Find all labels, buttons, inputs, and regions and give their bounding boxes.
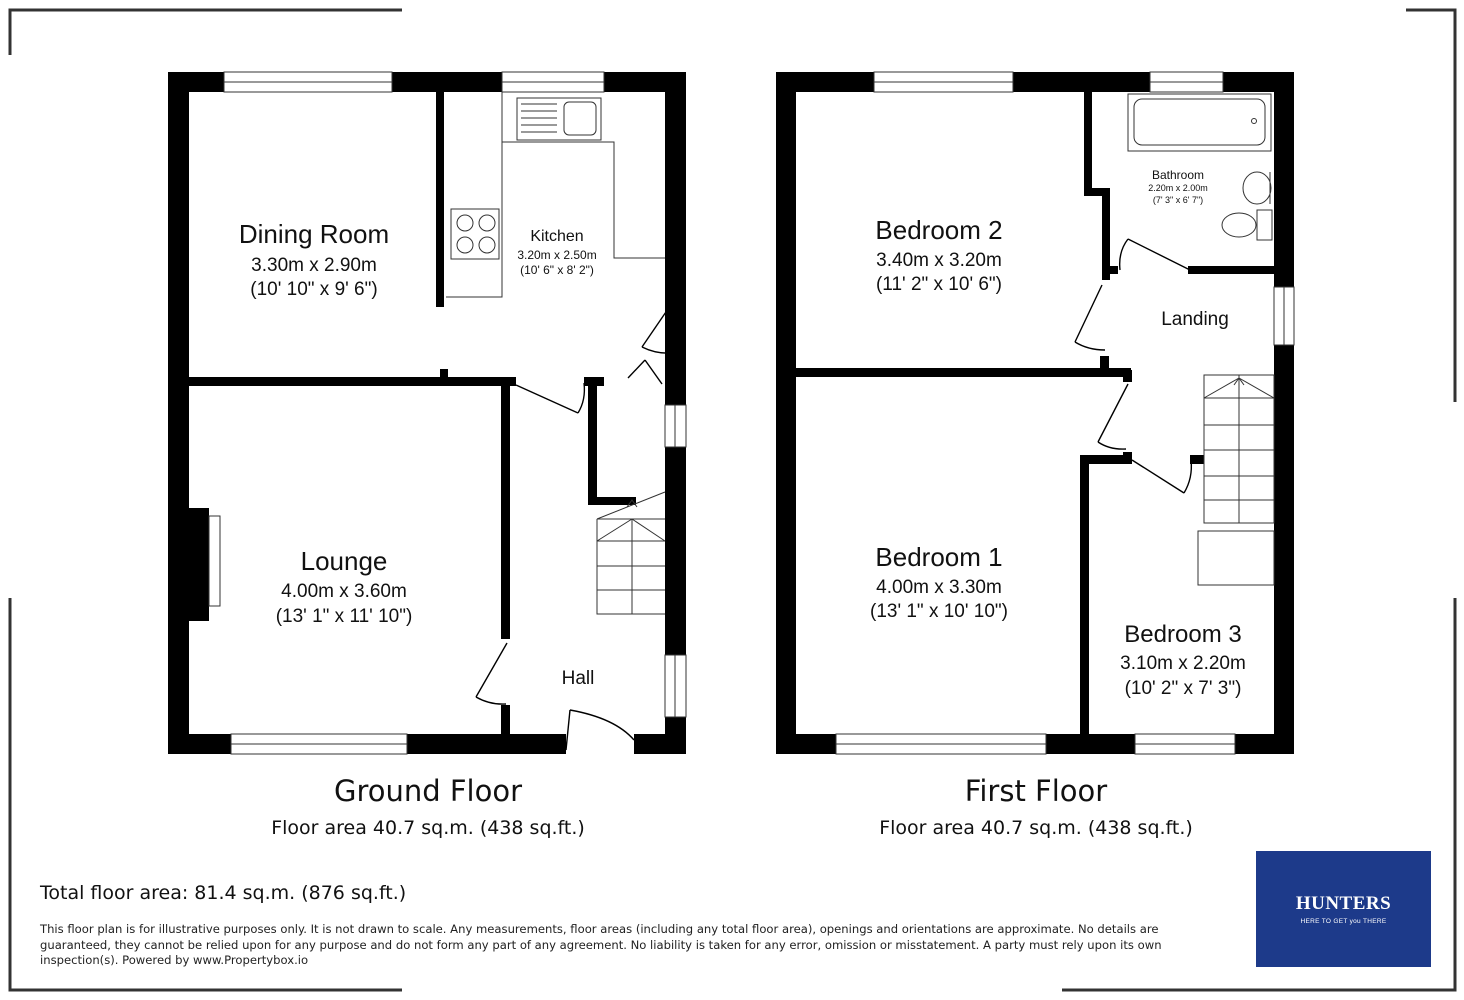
bedroom-3-metric: 3.10m x 2.20m	[1120, 653, 1246, 674]
ground-floor-labels	[239, 219, 597, 689]
first-floor-plan	[776, 72, 1294, 754]
first-floor-windows	[836, 72, 1294, 754]
bathroom-imperial: (7' 3" x 6' 7")	[1152, 195, 1204, 205]
first-floor-walls	[776, 72, 1294, 754]
first-floor-staircase	[1198, 375, 1274, 585]
bathroom-name: Bathroom	[1151, 168, 1205, 182]
ground-floor-windows	[224, 72, 686, 754]
ground-floor-staircase	[597, 492, 665, 614]
kitchen-name: Kitchen	[530, 228, 584, 245]
lounge-metric: 4.00m x 3.60m	[281, 581, 407, 602]
dining-room-metric: 3.30m x 2.90m	[251, 255, 377, 276]
logo-brand-name: HUNTERS	[1295, 893, 1392, 914]
bedroom-1-metric: 4.00m x 3.30m	[876, 577, 1002, 598]
bathroom-metric: 2.20m x 2.00m	[1148, 183, 1208, 193]
bedroom-1-name: Bedroom 1	[875, 542, 1003, 572]
lounge-imperial: (13' 1" x 11' 10")	[275, 606, 413, 627]
lounge-name: Lounge	[300, 546, 388, 576]
bathroom-fittings	[1128, 94, 1272, 240]
dining-room-imperial: (10' 10" x 9' 6")	[250, 279, 378, 300]
first-floor-doors	[1075, 239, 1191, 493]
total-floor-area: Total floor area: 81.4 sq.m. (876 sq.ft.)	[40, 882, 407, 904]
front-door-opening	[566, 734, 634, 754]
dining-room-name: Dining Room	[238, 219, 390, 249]
disclaimer-text: This floor plan is for illustrative purposes only. It is not drawn to scale. Any measurements, floor areas (including any total floor area), openings and orientations are approximate. No details are guaranteed, they cannot be relied upon for any purpose and do not form any part of any agreement. No liability is taken for any error, omission or misstatement. A party must rely upon its own inspection(s). Powered by www.Propertybox.io	[40, 922, 1162, 967]
bedroom-1-imperial: (13' 1" x 10' 10")	[870, 601, 1008, 622]
ground-floor-area: Floor area 40.7 sq.m. (438 sq.ft.)	[271, 817, 585, 839]
first-floor-area: Floor area 40.7 sq.m. (438 sq.ft.)	[879, 817, 1193, 839]
bedroom-2-metric: 3.40m x 3.20m	[876, 250, 1002, 271]
kitchen-metric: 3.20m x 2.50m	[517, 248, 597, 262]
bedroom-2-name: Bedroom 2	[875, 215, 1003, 245]
bedroom-3-name: Bedroom 3	[1124, 621, 1242, 648]
ground-floor-title: Ground Floor	[333, 774, 523, 808]
ground-floor-plan	[168, 72, 686, 754]
hunters-logo	[1256, 851, 1431, 967]
hall-name: Hall	[561, 668, 595, 689]
fireplace	[189, 508, 220, 621]
landing-name: Landing	[1161, 309, 1229, 330]
bedroom-2-imperial: (11' 2" x 10' 6")	[875, 274, 1003, 295]
first-floor-title: First Floor	[964, 774, 1108, 808]
logo-tagline: HERE TO GET you THERE	[1300, 918, 1387, 925]
kitchen-imperial: (10' 6" x 8' 2")	[520, 263, 594, 277]
bedroom-3-imperial: (10' 2" x 7' 3")	[1124, 678, 1242, 699]
first-floor-labels	[870, 168, 1246, 699]
ground-floor-walls	[168, 72, 686, 754]
